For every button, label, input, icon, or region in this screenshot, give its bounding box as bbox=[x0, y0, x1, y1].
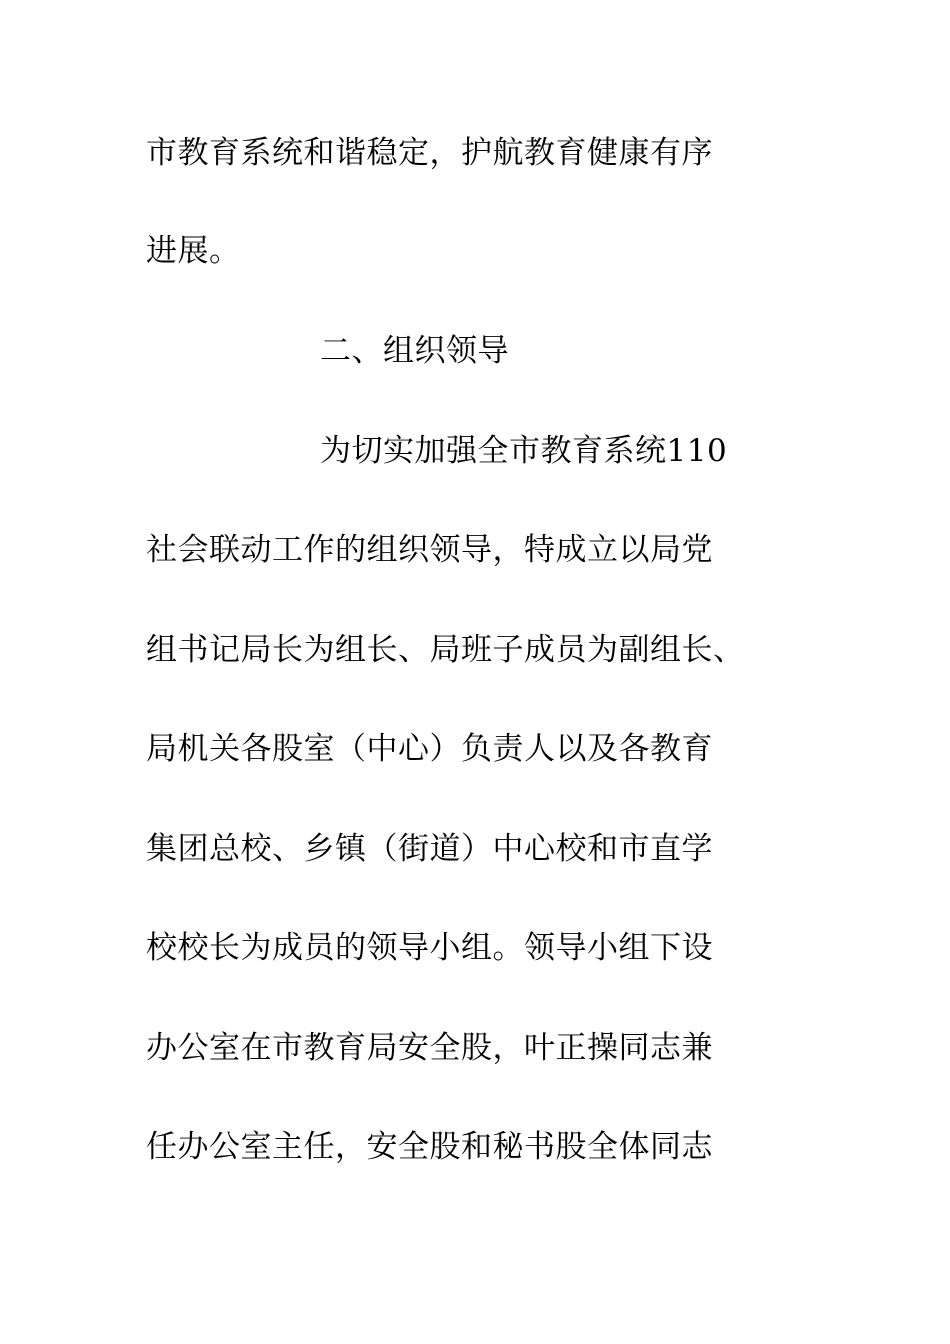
paragraph-line-8: 校校长为成员的领导小组。领导小组下设 bbox=[146, 930, 713, 966]
paragraph-line-10: 任办公室主任，安全股和秘书股全体同志 bbox=[146, 1129, 713, 1165]
paragraph-line-7: 集团总校、乡镇（街道）中心校和市直学 bbox=[146, 831, 713, 867]
paragraph-line-3: 为切实加强全市教育系统110 bbox=[320, 433, 728, 469]
paragraph-line-4: 社会联动工作的组织领导，特成立以局党 bbox=[146, 532, 713, 568]
paragraph-line-2: 进展。 bbox=[146, 233, 241, 269]
paragraph-line-1: 市教育系统和谐稳定，护航教育健康有序 bbox=[146, 135, 713, 171]
paragraph-line-5: 组书记局长为组长、局班子成员为副组长、 bbox=[146, 632, 745, 668]
section-heading: 二、组织领导 bbox=[320, 333, 509, 369]
paragraph-line-9: 办公室在市教育局安全股，叶正操同志兼 bbox=[146, 1030, 713, 1066]
paragraph-line-6: 局机关各股室（中心）负责人以及各教育 bbox=[146, 731, 713, 767]
